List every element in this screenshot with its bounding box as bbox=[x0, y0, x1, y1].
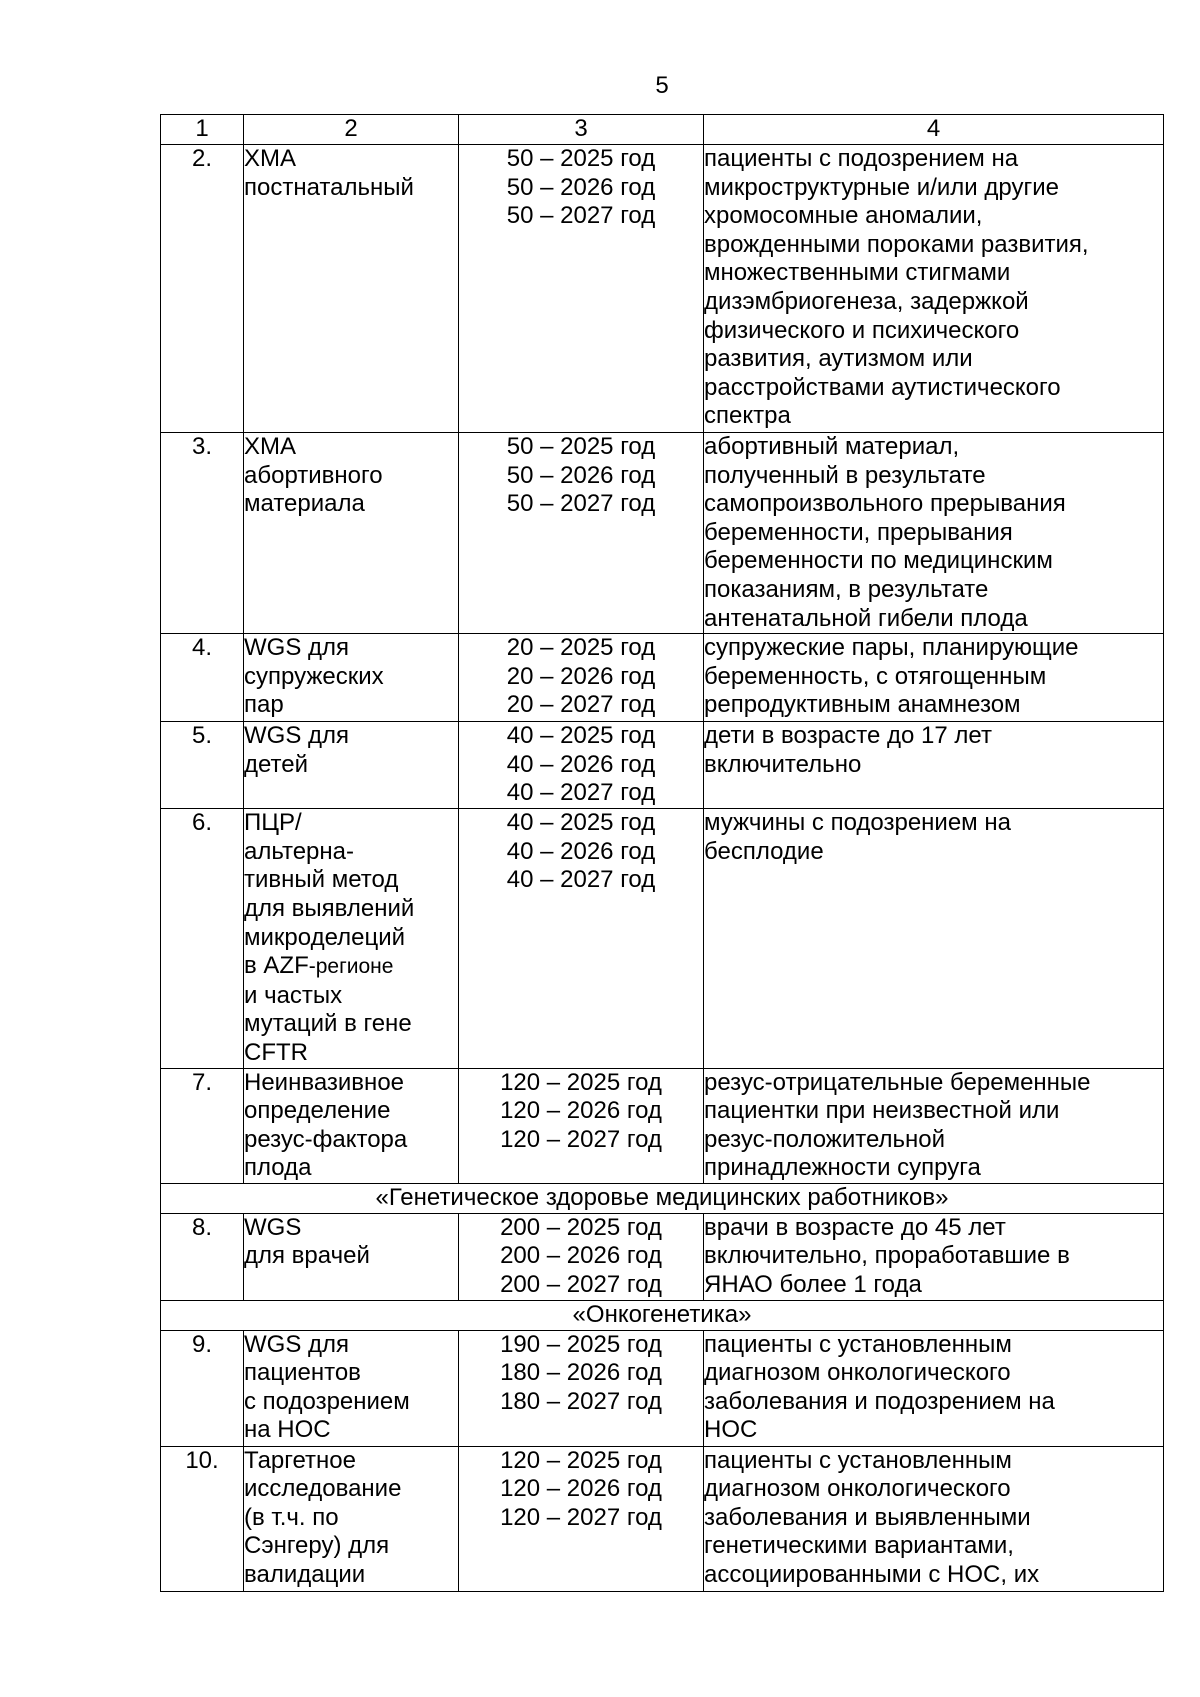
service-name bbox=[244, 433, 459, 634]
cell-line: пациенты с установленным bbox=[704, 1330, 1012, 1358]
cell-line: ЯНАО более 1 года bbox=[704, 1271, 922, 1299]
section-header-row bbox=[161, 1183, 1164, 1213]
cell-line: включительно, проработавшие в bbox=[704, 1242, 1070, 1270]
page-number: 5 bbox=[655, 72, 669, 99]
quantity-per-year bbox=[459, 1446, 704, 1591]
cell-line: 50 – 2026 год bbox=[506, 461, 656, 489]
cell-line: WGS для bbox=[244, 1330, 349, 1358]
cell-line: супружеские пары, планирующие bbox=[704, 634, 1079, 662]
target-group bbox=[704, 1330, 1164, 1446]
cell-line: микроделеций bbox=[244, 923, 406, 951]
cell-line: 50 – 2025 год bbox=[506, 433, 656, 460]
cell-line: хромосомные аномалии, bbox=[704, 202, 983, 230]
cell-line: принадлежности супруга bbox=[704, 1154, 981, 1182]
cell-line: 40 – 2025 год bbox=[506, 809, 656, 837]
table-row bbox=[161, 1330, 1164, 1446]
cell-line: на НОС bbox=[244, 1416, 331, 1444]
section-header-row bbox=[161, 1300, 1164, 1330]
column-header: 3 bbox=[459, 115, 704, 145]
target-group bbox=[704, 722, 1164, 809]
service-name bbox=[244, 1446, 459, 1591]
table-header-row bbox=[161, 115, 1164, 145]
quantity-per-year bbox=[459, 145, 704, 433]
cell-line: развития, аутизмом или bbox=[704, 345, 973, 373]
cell-line: определение bbox=[244, 1097, 391, 1125]
cell-line: пациентов bbox=[244, 1359, 361, 1387]
cell-line: 180 – 2026 год bbox=[500, 1359, 662, 1387]
cell-line: (в т.ч. по bbox=[244, 1503, 339, 1531]
cell-line: репродуктивным анамнезом bbox=[704, 691, 1021, 719]
cell-line: заболевания и подозрением на bbox=[704, 1387, 1055, 1415]
table-row bbox=[161, 433, 1164, 634]
section-title: «Онкогенетика» bbox=[161, 1300, 1164, 1330]
cell-line: постнатальный bbox=[244, 173, 414, 201]
azf-prefix: в AZF bbox=[244, 952, 309, 980]
cell-line: расстройствами аутистического bbox=[704, 373, 1061, 401]
row-number: 8. bbox=[161, 1213, 244, 1300]
cell-line: заболевания и выявленными bbox=[704, 1503, 1031, 1531]
cell-line: мужчины с подозрением на bbox=[704, 809, 1011, 837]
table-row bbox=[161, 145, 1164, 433]
cell-line: 120 – 2027 год bbox=[500, 1503, 662, 1531]
service-name bbox=[244, 1213, 459, 1300]
cell-line: генетическими вариантами, bbox=[704, 1532, 1014, 1560]
cell-line: пациентки при неизвестной или bbox=[704, 1097, 1060, 1125]
target-group bbox=[704, 634, 1164, 722]
cell-line: Сэнгеру) для bbox=[244, 1532, 390, 1560]
cell-line: резус-положительной bbox=[704, 1125, 946, 1153]
cell-line: 40 – 2027 год bbox=[506, 779, 656, 807]
cell-line: 20 – 2025 год bbox=[506, 634, 656, 662]
cell-line: плода bbox=[244, 1154, 312, 1182]
table-row bbox=[161, 634, 1164, 722]
cell-line: 200 – 2026 год bbox=[500, 1242, 662, 1270]
row-number: 3. bbox=[161, 433, 244, 634]
cell-line: полученный в результате bbox=[704, 461, 986, 489]
quantity-per-year bbox=[459, 634, 704, 722]
cell-line: детей bbox=[244, 750, 309, 778]
cell-line: ХМА bbox=[244, 433, 297, 460]
row-number: 7. bbox=[161, 1068, 244, 1183]
cell-line: спектра bbox=[704, 402, 791, 430]
row-number: 6. bbox=[161, 809, 244, 1068]
cell-line: для выявлений bbox=[244, 894, 415, 922]
column-header: 4 bbox=[704, 115, 1164, 145]
row-number: 9. bbox=[161, 1330, 244, 1446]
service-name bbox=[244, 722, 459, 809]
cell-line: и частых bbox=[244, 981, 343, 1009]
quantity-per-year bbox=[459, 1068, 704, 1183]
cell-line: резус-фактора bbox=[244, 1125, 408, 1153]
row-number: 4. bbox=[161, 634, 244, 722]
cell-line: с подозрением bbox=[244, 1387, 410, 1415]
cell-line: мутаций в гене bbox=[244, 1010, 412, 1038]
quantity-per-year bbox=[459, 1330, 704, 1446]
target-group bbox=[704, 1068, 1164, 1183]
services-table bbox=[160, 114, 1164, 1592]
cell-line: 200 – 2025 год bbox=[500, 1213, 662, 1241]
cell-line: WGS для bbox=[244, 722, 349, 750]
row-number: 10. bbox=[161, 1446, 244, 1591]
cell-line: супружеских bbox=[244, 662, 384, 690]
cell-line: 120 – 2025 год bbox=[500, 1068, 662, 1096]
cell-line: валидации bbox=[244, 1561, 366, 1589]
row-number: 2. bbox=[161, 145, 244, 433]
cell-line: самопроизвольного прерывания bbox=[704, 490, 1066, 518]
cell-line: дизэмбриогенеза, задержкой bbox=[704, 287, 1029, 315]
quantity-per-year bbox=[459, 1213, 704, 1300]
cell-line: пациенты с подозрением на bbox=[704, 145, 1019, 172]
cell-line: 50 – 2026 год bbox=[506, 173, 656, 201]
cell-line: абортивного bbox=[244, 461, 383, 489]
cell-line: CFTR bbox=[244, 1038, 308, 1066]
cell-line: ПЦР/ bbox=[244, 809, 302, 837]
quantity-per-year bbox=[459, 722, 704, 809]
cell-line: 20 – 2027 год bbox=[506, 691, 656, 719]
cell-line: тивный метод bbox=[244, 866, 399, 894]
cell-line: бесплодие bbox=[704, 837, 824, 865]
service-name bbox=[244, 145, 459, 433]
cell-line: 200 – 2027 год bbox=[500, 1271, 662, 1299]
target-group bbox=[704, 433, 1164, 634]
service-name bbox=[244, 809, 459, 1068]
cell-line: НОС bbox=[704, 1416, 758, 1444]
target-group bbox=[704, 145, 1164, 433]
azf-suffix: -регионе bbox=[308, 955, 394, 979]
cell-line: 50 – 2027 год bbox=[506, 490, 656, 518]
cell-line: ассоциированными с НОС, их bbox=[704, 1561, 1040, 1589]
cell-line: 40 – 2026 год bbox=[506, 837, 656, 865]
cell-line: диагнозом онкологического bbox=[704, 1475, 1011, 1503]
cell-line: ХМА bbox=[244, 145, 297, 172]
cell-line: показаниям, в результате bbox=[704, 575, 989, 603]
cell-line: пар bbox=[244, 691, 284, 719]
cell-line: 50 – 2025 год bbox=[506, 145, 656, 172]
service-name bbox=[244, 1068, 459, 1183]
cell-line: 50 – 2027 год bbox=[506, 202, 656, 230]
cell-line: микроструктурные и/или другие bbox=[704, 173, 1059, 201]
cell-line: 120 – 2026 год bbox=[500, 1097, 662, 1125]
quantity-per-year bbox=[459, 809, 704, 1068]
cell-line: 40 – 2027 год bbox=[506, 866, 656, 894]
table-row bbox=[161, 809, 1164, 1068]
quantity-per-year bbox=[459, 433, 704, 634]
column-header: 1 bbox=[161, 115, 244, 145]
row-number: 5. bbox=[161, 722, 244, 809]
cell-line: 20 – 2026 год bbox=[506, 662, 656, 690]
cell-line: антенатальной гибели плода bbox=[704, 604, 1028, 632]
cell-line: врожденными пороками развития, bbox=[704, 230, 1089, 258]
cell-line: исследование bbox=[244, 1475, 402, 1503]
cell-line: альтерна- bbox=[244, 837, 354, 865]
table-row bbox=[161, 1446, 1164, 1591]
cell-line: Неинвазивное bbox=[244, 1068, 405, 1096]
cell-line: множественными стигмами bbox=[704, 259, 1011, 287]
cell-line: WGS для bbox=[244, 634, 349, 662]
cell-line bbox=[244, 952, 458, 982]
cell-line: резус-отрицательные беременные bbox=[704, 1068, 1091, 1096]
cell-line: Таргетное bbox=[244, 1446, 356, 1474]
cell-line: материала bbox=[244, 490, 365, 518]
cell-line: 120 – 2026 год bbox=[500, 1475, 662, 1503]
cell-line: 120 – 2027 год bbox=[500, 1125, 662, 1153]
cell-line: 180 – 2027 год bbox=[500, 1387, 662, 1415]
target-group bbox=[704, 1446, 1164, 1591]
cell-line: абортивный материал, bbox=[704, 433, 960, 460]
cell-line: WGS bbox=[244, 1213, 302, 1241]
table-row bbox=[161, 722, 1164, 809]
service-name bbox=[244, 1330, 459, 1446]
cell-line: беременность, с отягощенным bbox=[704, 662, 1047, 690]
table-row bbox=[161, 1213, 1164, 1300]
cell-line: 120 – 2025 год bbox=[500, 1446, 662, 1474]
cell-line: дети в возрасте до 17 лет bbox=[704, 722, 992, 750]
target-group bbox=[704, 809, 1164, 1068]
cell-line: 190 – 2025 год bbox=[500, 1330, 662, 1358]
table-body bbox=[161, 115, 1164, 1592]
table-row bbox=[161, 1068, 1164, 1183]
column-header: 2 bbox=[244, 115, 459, 145]
cell-line: 40 – 2025 год bbox=[506, 722, 656, 750]
target-group bbox=[704, 1213, 1164, 1300]
cell-line: 40 – 2026 год bbox=[506, 750, 656, 778]
cell-line: диагнозом онкологического bbox=[704, 1359, 1011, 1387]
cell-line: включительно bbox=[704, 750, 862, 778]
cell-line: физического и психического bbox=[704, 316, 1020, 344]
service-name bbox=[244, 634, 459, 722]
section-title: «Генетическое здоровье медицинских работников» bbox=[161, 1183, 1164, 1213]
cell-line: пациенты с установленным bbox=[704, 1446, 1012, 1474]
cell-line: для врачей bbox=[244, 1242, 370, 1270]
cell-line: беременности, прерывания bbox=[704, 518, 1013, 546]
cell-line: беременности по медицинским bbox=[704, 547, 1053, 575]
cell-line: врачи в возрасте до 45 лет bbox=[704, 1213, 1006, 1241]
